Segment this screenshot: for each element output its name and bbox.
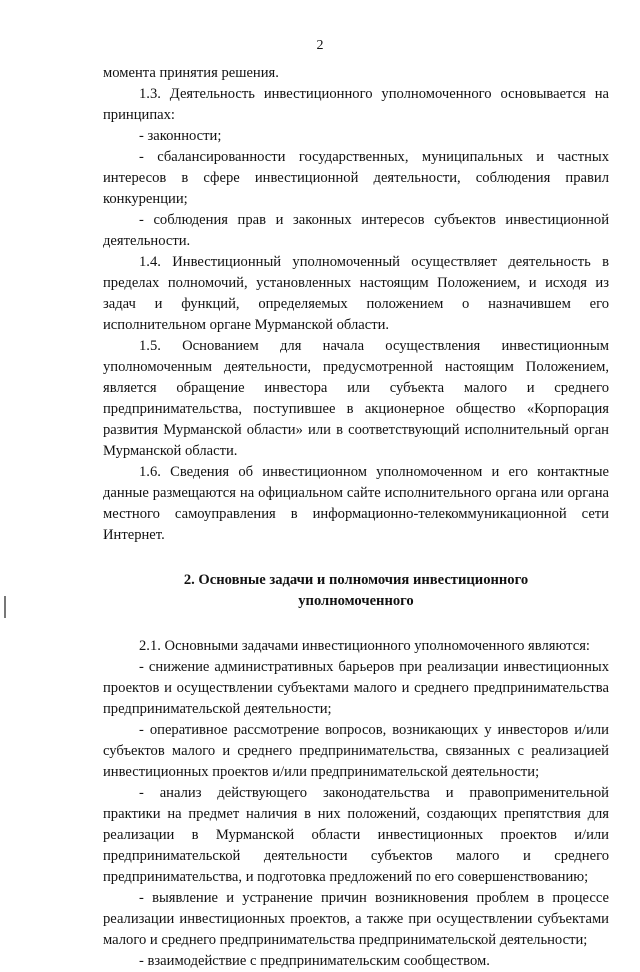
section-heading-line: 2. Основные задачи и полномочия инвестиционного <box>183 572 529 588</box>
list-item: - взаимодействие с предпринимательским сообществом. <box>139 953 490 969</box>
page-number: 2 <box>316 38 324 53</box>
paragraph: 1.3. Деятельность инвестиционного уполномоченного основывается на принципах: <box>103 86 609 123</box>
list-item: - оперативное рассмотрение вопросов, возникающих у инвесторов и/или субъектов малого и среднего предпринимательства, связанных с реализацией инвестиционных проектов и/или предпринимательской деятельности; <box>103 722 609 780</box>
list-item: - сбалансированности государственных, муниципальных и частных интересов в сфере инвестиционной деятельности, соблюдения правил конкуренции; <box>103 149 609 207</box>
list-item: - выявление и устранение причин возникновения проблем в процессе реализации инвестиционных проектов, а также при осуществлении субъектами малого и среднего предпринимательства предпринимательской деятельности; <box>103 890 609 948</box>
list-item: - законности; <box>139 128 222 144</box>
scan-margin-mark <box>4 596 6 618</box>
paragraph: 1.4. Инвестиционный уполномоченный осуществляет деятельность в пределах полномочий, установленных настоящим Положением, и исходя из задач и функций, определяемых положением о назначившем его исполнительном органе Мурманской области. <box>103 254 609 333</box>
section-heading <box>103 570 609 612</box>
paragraph: 1.6. Сведения об инвестиционном уполномоченном и его контактные данные размещаются на официальном сайте исполнительного органа или органа местного самоуправления в информационно-телекоммуникационной сети Интернет. <box>103 464 609 543</box>
list-item: - снижение административных барьеров при реализации инвестиционных проектов и осуществлении субъектами малого и среднего предпринимательства предпринимательской деятельности; <box>103 659 609 717</box>
document-body <box>103 63 609 972</box>
list-item: - соблюдения прав и законных интересов субъектов инвестиционной деятельности. <box>103 212 609 249</box>
paragraph: 2.1. Основными задачами инвестиционного уполномоченного являются: <box>139 638 590 654</box>
section-heading-line: уполномоченного <box>298 593 414 609</box>
list-item: - анализ действующего законодательства и правоприменительной практики на предмет наличия в них положений, создающих препятствия для реализации в Мурманской области инвестиционных проектов и/или предпринимательской деятельности субъектов малого и среднего предпринимательства, и подготовка предложений по его совершенствованию; <box>103 785 609 885</box>
paragraph: 1.5. Основанием для начала осуществления инвестиционным уполномоченным деятельности, предусмотренной настоящим Положением, является обращение инвестора или субъекта малого и среднего предпринимательства, поступившее в акционерное общество «Корпорация развития Мурманской области» или в соответствующий исполнительный орган Мурманской области. <box>103 338 609 459</box>
paragraph: момента принятия решения. <box>103 65 279 81</box>
